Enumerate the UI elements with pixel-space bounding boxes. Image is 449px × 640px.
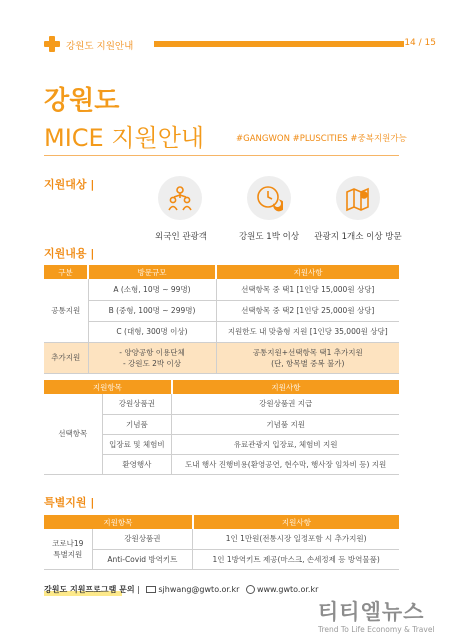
people-group-icon — [158, 176, 202, 220]
col-header-support: 지원사항 — [216, 265, 399, 279]
col-header-scale: 방문규모 — [88, 265, 216, 279]
plus-icon — [44, 36, 60, 52]
special-item-cell: 강원상품권 — [92, 529, 193, 549]
table-row-extra — [44, 342, 399, 373]
clock-moon-icon — [247, 176, 291, 220]
col-header-special-support: 지원사항 — [193, 515, 399, 529]
common-support-label: 공통지원 — [44, 279, 88, 342]
special-item-cell: Anti-Covid 방역키트 — [92, 549, 193, 569]
extra-support-cell — [216, 342, 399, 373]
table-row — [44, 549, 399, 569]
option-item-cell: 입장료 및 체험비 — [102, 434, 172, 454]
top-bar — [44, 36, 436, 54]
watermark-slogan: Trend To Life Economy & Travel — [318, 625, 435, 634]
hashtags: #GANGWON #PLUSCITIES #중복지원가능 — [236, 134, 407, 144]
footer-label: 강원도 지원프로그램 문의 — [44, 585, 135, 594]
col-header-option-support: 지원사항 — [172, 380, 399, 394]
col-header-option-item: 지원항목 — [44, 380, 172, 394]
header-divider — [154, 41, 404, 47]
table-row — [44, 529, 399, 549]
support-cell: 선택항목 중 택2 [1인당 25,000원 상당] — [216, 300, 399, 321]
scale-cell: C (대형, 300명 이상) — [88, 321, 216, 342]
support-cell: 지원한도 내 맞춤형 지원 [1인당 35,000원 상당] — [216, 321, 399, 342]
special-group-line-1: 코로나19 — [52, 538, 84, 548]
footer-contact — [44, 584, 318, 595]
special-group-label — [44, 529, 92, 569]
extra-scale-line-2: - 강원도 2박 이상 — [122, 358, 182, 368]
support-cell: 선택항목 중 택1 [1인당 15,000원 상당] — [216, 279, 399, 300]
target-caption-overnight: 강원도 1박 이상 — [238, 232, 300, 242]
targets-heading: 지원대상 | — [44, 178, 95, 191]
page-number: 14 / 15 — [404, 38, 436, 48]
mail-icon — [146, 586, 156, 593]
special-heading: 특별지원 | — [44, 496, 95, 509]
col-header-category: 구분 — [44, 265, 88, 279]
footer-separator: | — [137, 585, 140, 594]
option-item-cell: 환영행사 — [102, 454, 172, 474]
target-caption-foreigners: 외국인 관광객 — [155, 232, 207, 242]
extra-scale-cell — [88, 342, 216, 373]
table-row — [44, 279, 399, 300]
option-item-cell: 강원상품권 — [102, 394, 172, 414]
content-heading: 지원내용 | — [44, 247, 95, 260]
option-support-cell: 유료관광지 입장료, 체험비 지원 — [172, 434, 399, 454]
extra-scale-line-1: - 양양공항 이용단체 — [119, 347, 185, 357]
special-group-line-2: 특별지원 — [53, 549, 83, 559]
table-row — [44, 300, 399, 321]
footer-email-link[interactable]: sjhwang@gwto.or.kr — [158, 585, 240, 594]
special-support-cell: 1인 1만원(전통시장 일정포함 시 추가지원) — [193, 529, 399, 549]
extra-support-line-2: (단, 항목별 중복 불가) — [271, 358, 345, 368]
extra-support-line-1: 공통지원+선택항목 택1 추가지원 — [252, 347, 363, 357]
title-divider — [44, 155, 399, 156]
page-title: 강원도 — [44, 86, 120, 116]
page-subtitle: MICE 지원안내 — [44, 124, 205, 152]
watermark-logo: 티티엘뉴스 — [318, 600, 425, 624]
col-header-special-item: 지원항목 — [44, 515, 193, 529]
option-support-cell: 기념품 지원 — [172, 414, 399, 434]
scale-cell: B (중형, 100명 ~ 299명) — [88, 300, 216, 321]
special-support-cell: 1인 1방역키트 제공(마스크, 손세정제 등 방역물품) — [193, 549, 399, 569]
globe-icon — [246, 585, 255, 594]
table-row — [44, 321, 399, 342]
footer-website-link[interactable]: www.gwto.or.kr — [256, 585, 319, 594]
special-table — [44, 515, 399, 570]
extra-support-label: 추가지원 — [44, 342, 88, 373]
option-support-cell: 강원상품권 지급 — [172, 394, 399, 414]
scale-cell: A (소형, 10명 ~ 99명) — [88, 279, 216, 300]
option-item-cell: 기념품 — [102, 414, 172, 434]
options-group-label: 선택항목 — [44, 394, 102, 474]
support-table — [44, 265, 399, 374]
header-label: 강원도 지원안내 — [66, 41, 134, 52]
table-row — [44, 394, 399, 414]
target-caption-attraction: 관광지 1개소 이상 방문 — [314, 232, 402, 242]
options-table — [44, 380, 399, 475]
map-pin-icon — [336, 176, 380, 220]
option-support-cell: 도내 행사 진행비용(환영공연, 현수막, 행사장 임차비 등) 지원 — [172, 454, 399, 474]
